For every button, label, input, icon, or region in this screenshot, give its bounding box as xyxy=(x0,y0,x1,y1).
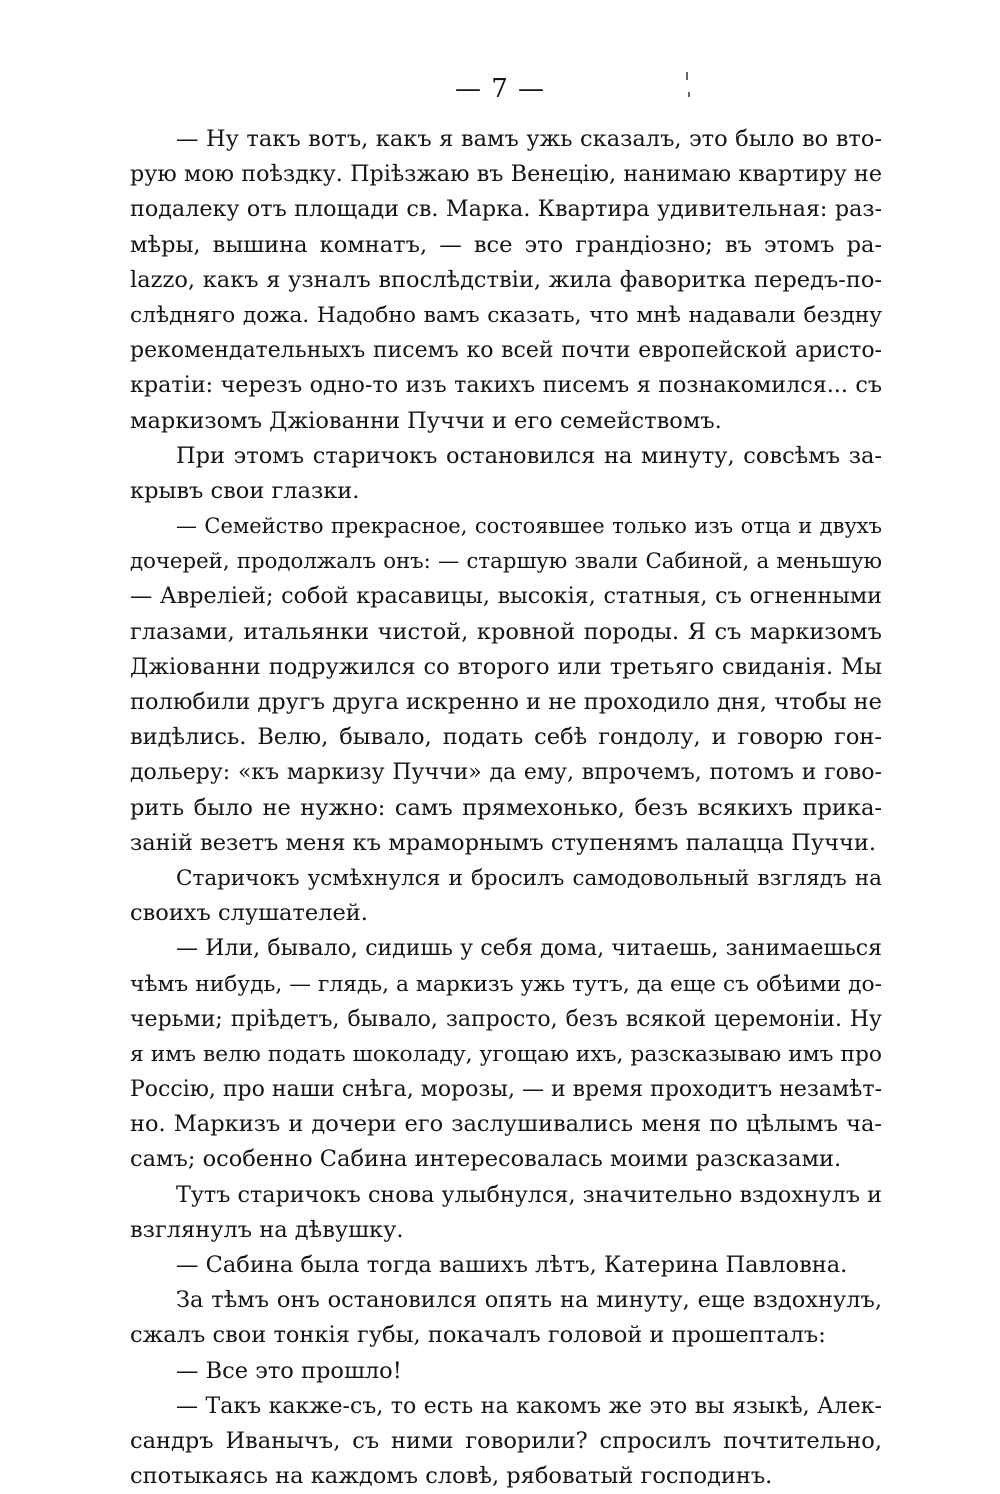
text-line: глазами, итальянки чистой, кровной породы. Я съ маркизомъ xyxy=(130,618,882,645)
text-line: маркизомъ Джіованни Пуччи и его семействомъ. xyxy=(130,407,722,434)
text-line: крывъ свои глазки. xyxy=(130,477,360,504)
text-line: — Ну такъ вотъ, какъ я вамъ ужь сказалъ, это было во вто- xyxy=(176,126,882,152)
text-line: Тутъ старичокъ снова улыбнулся, значительно вздохнулъ и xyxy=(176,1181,882,1208)
text-line: полюбили другъ друга искренно и не проходило дня, чтобы не xyxy=(130,689,882,715)
text-line: черьми; пріѣдетъ, бывало, запросто, безъ всякой церемоніи. Ну xyxy=(130,1006,882,1032)
text-line: рить было не нужно: самъ прямехонько, безъ всякихъ прика- xyxy=(130,794,882,821)
text-line: видѣлись. Велю, бывало, подать себѣ гондолу, и говорю гон- xyxy=(130,724,882,751)
text-line: подалеку отъ площади св. Марка. Квартира удивительная: раз- xyxy=(130,196,882,223)
text-line: но. Маркизъ и дочери его заслушивались меня по цѣлымъ ча- xyxy=(130,1111,882,1138)
text-line: самъ; особенно Сабина интересовалась моими разсказами. xyxy=(130,1146,842,1173)
text-line: — Авреліей; собой красавицы, высокія, статныя, съ огненными xyxy=(130,583,882,610)
text-line: я имъ велю подать шоколаду, угощаю ихъ, разсказываю имъ про xyxy=(130,1041,882,1067)
text-line: кратіи: черезъ одно-то изъ такихъ писемъ я познакомился... съ xyxy=(130,372,882,399)
text-line: При этомъ старичокъ остановился на минуту, совсѣмъ за- xyxy=(176,442,882,469)
text-line: — Сабина была тогда вашихъ лѣтъ, Катерина Павловна. xyxy=(176,1252,848,1278)
text-line: заній везетъ меня къ мраморнымъ ступенямъ палацца Пуччи. xyxy=(130,829,876,856)
text-line: За тѣмъ онъ остановился опять на минуту, еще вздохнулъ, xyxy=(176,1287,882,1314)
text-line: чѣмъ нибудь, — глядь, а маркизъ ужь тутъ, да еще съ обѣими до- xyxy=(130,971,882,997)
text-line: рекомендательныхъ писемъ ко всей почти европейской аристо- xyxy=(130,338,882,364)
text-line: рую мою поѣздку. Пріѣзжаю въ Венецію, нанимаю квартиру не xyxy=(130,161,882,188)
text-line: — Такъ какже-съ, то есть на какомъ же это вы языкѣ, Алек- xyxy=(176,1393,882,1419)
text-line: слѣдняго дожа. Надобно вамъ сказать, что мнѣ надавали бездну xyxy=(130,302,882,328)
text-line: сандръ Иванычъ, съ ними говорили? спросилъ почтительно, xyxy=(130,1427,882,1454)
text-line: дочерей, продолжалъ онъ: — старшую звали Сабиной, а меньшую xyxy=(130,549,882,575)
text-line: Старичокъ усмѣхнулся и бросилъ самодовольный взглядъ на xyxy=(176,865,882,891)
text-line: — Все это прошло! xyxy=(176,1357,402,1384)
text-line: — Семейство прекрасное, состоявшее только изъ отца и двухъ xyxy=(176,514,882,539)
page-number: — 7 — xyxy=(454,74,546,104)
body-text xyxy=(130,122,882,1494)
text-line: спотыкаясь на каждомъ словѣ, рябоватый господинъ. xyxy=(130,1463,773,1490)
text-line: дольеру: «къ маркизу Пуччи» да ему, впрочемъ, потомъ и гово- xyxy=(130,760,882,786)
text-line: — Или, бывало, сидишь у себя дома, читаешь, занимаешься xyxy=(176,936,882,962)
text-line: своихъ слушателей. xyxy=(130,900,368,927)
text-line: взглянулъ на дѣвушку. xyxy=(130,1216,404,1243)
text-line: lazzo, какъ я узналъ впослѣдствіи, жила фаворитка передъ-по- xyxy=(130,266,882,293)
text-line: Джіованни подружился со второго или третьяго свиданія. Мы xyxy=(130,653,882,680)
text-line: сжалъ свои тонкія губы, покачалъ головой и прошепталъ: xyxy=(130,1322,826,1349)
text-line: мѣры, вышина комнатъ, — все это грандіозно; въ этомъ pa- xyxy=(130,231,882,258)
text-line: Россію, про наши снѣга, морозы, — и время проходитъ незамѣт- xyxy=(130,1077,882,1103)
